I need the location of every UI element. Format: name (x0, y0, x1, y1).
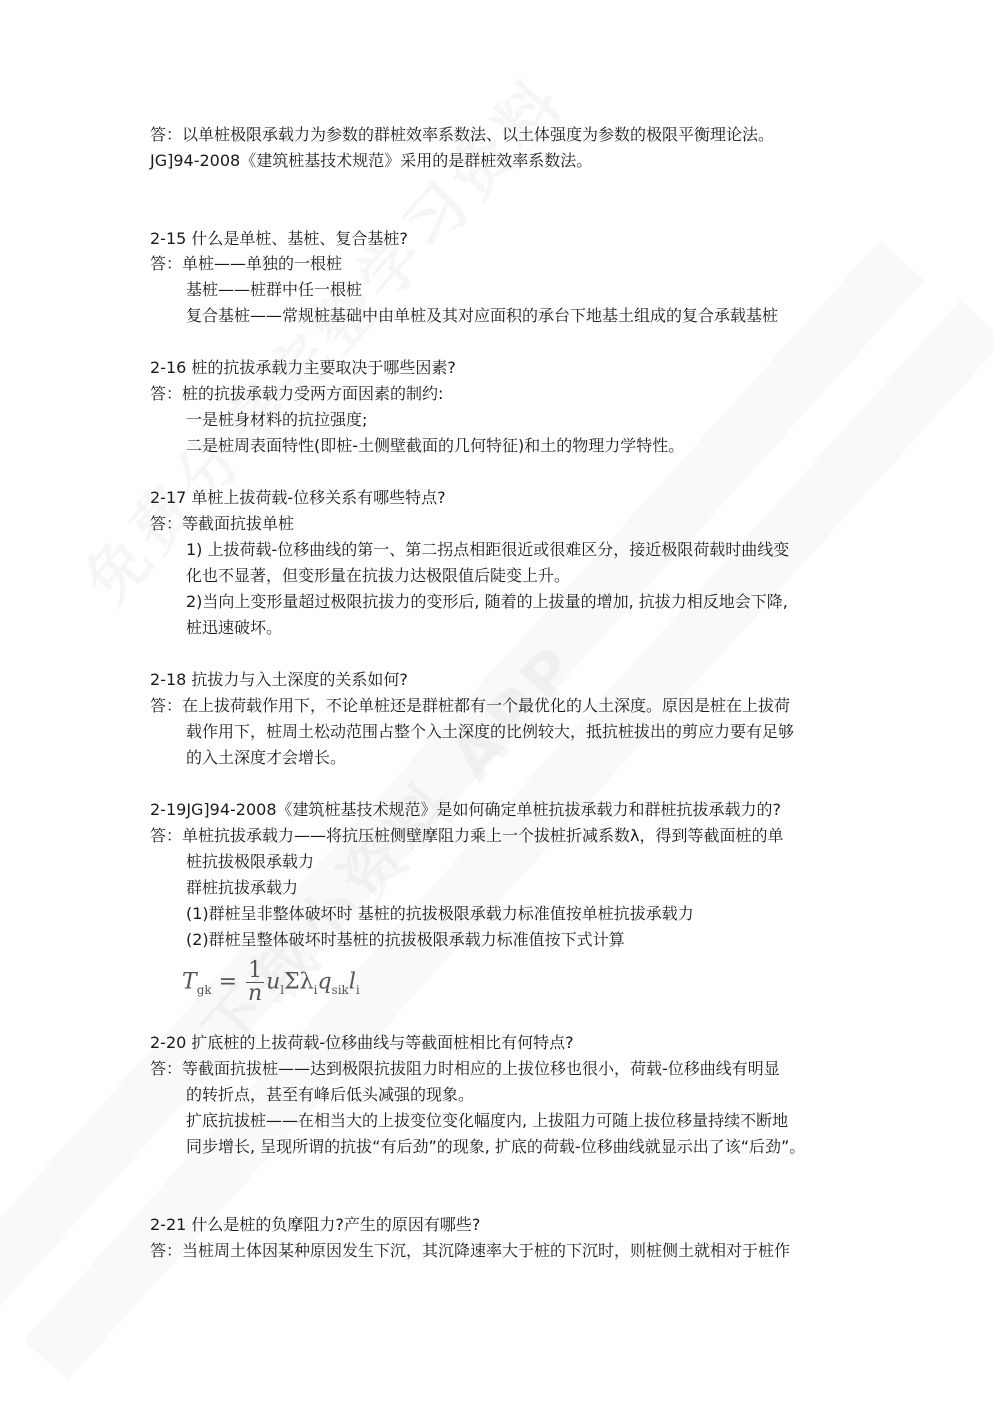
text-line: 复合基桩——常规桩基础中由单桩及其对应面积的承台下地基土组成的复合承载基桩 (186, 306, 779, 325)
text-line: 答：当桩周土体因某种原因发生下沉，其沉降速率大于桩的下沉时，则桩侧土就相对于桩作 (150, 1241, 791, 1260)
text-line: 答：等截面抗拔桩——达到极限抗拔阻力时相应的上拔位移也很小，荷载-位移曲线有明显 (150, 1059, 780, 1078)
text-line: 答：桩的抗拔承载力受两方面因素的制约: (150, 384, 444, 403)
text-line: 载作用下，桩周土松动范围占整个入土深度的比例较大，抵抗桩拔出的剪应力要有足够 (186, 722, 795, 741)
text-line: 2-17 单桩上拔荷载-位移关系有哪些特点? (150, 488, 446, 507)
text-line: 二是桩周表面特性(即桩-土侧壁截面的几何特征)和土的物理力学特性。 (186, 436, 685, 455)
text-line: 扩底抗拔桩——在相当大的上拔变位变化幅度内, 上拔阻力可随上拔位移量持续不断地 (186, 1111, 789, 1130)
formula-symbol: u (266, 969, 281, 995)
text-line: 2-18 抗拔力与入土深度的关系如何? (150, 670, 408, 689)
text-line: 2-21 什么是桩的负摩阻力?产生的原因有哪些? (150, 1215, 481, 1234)
text-line: 答：单桩抗拔承载力——将抗压桩侧壁摩阻力乘上一个拔桩折减系数λ，得到等截面桩的单 (150, 826, 784, 845)
formula-denominator: n (247, 981, 263, 1006)
text-line: (2)群桩呈整体破坏时基桩的抗拔极限承载力标准值按下式计算 (186, 930, 625, 949)
text-line: 答：以单桩极限承载力为参数的群桩效率系数法、以土体强度为参数的极限平衡理论法。 (150, 125, 775, 144)
text-line: 一是桩身材料的抗拉强度; (186, 410, 368, 429)
formula-subscript: i (355, 982, 360, 997)
formula-numerator: 1 (248, 958, 263, 983)
text-line: 桩迅速破坏。 (186, 618, 283, 637)
text-line: 2)当向上变形量超过极限抗拔力的变形后, 随着的上拔量的增加, 抗拔力相反地会下降, (186, 592, 788, 611)
formula-tgk (182, 960, 360, 1005)
text-line: 2-16 桩的抗拔承载力主要取决于哪些因素? (150, 358, 456, 377)
text-line: 化也不显著，但变形量在抗拔力达极限值后陡变上升。 (186, 566, 571, 585)
formula-subscript: gk (196, 982, 212, 997)
text-line: 群桩抗拔承载力 (186, 878, 299, 897)
formula-symbol: l (348, 969, 356, 995)
text-line: 答：单桩——单独的一根桩 (150, 254, 343, 273)
text-line: 1) 上拔荷载-位移曲线的第一、第二拐点相距很近或很难区分，接近极限荷载时曲线变 (186, 540, 790, 559)
text-line: 答：等截面抗拔单桩 (150, 514, 295, 533)
text-line: (1)群桩呈非整体破坏时 基桩的抗拔极限承载力标准值按单桩抗拔承载力 (186, 904, 694, 923)
text-line: 基桩——桩群中任一根桩 (186, 280, 363, 299)
text-line: 答：在上拔荷载作用下，不论单桩还是群桩都有一个最优化的人土深度。原因是桩在上拔荷 (150, 696, 791, 715)
text-line: 2-20 扩底桩的上拔荷载-位移曲线与等截面桩相比有何特点? (150, 1033, 574, 1052)
text-line: 同步增长, 呈现所谓的抗拔“有后劲”的现象, 扩底的荷载-位移曲线就显示出了该“后劲”。 (186, 1137, 806, 1156)
formula-subscript: sik (331, 982, 349, 997)
formula-sum: Σλ (284, 969, 314, 995)
formula-subscript: i (313, 982, 318, 997)
text-line: 2-15 什么是单桩、基桩、复合基桩? (150, 229, 408, 248)
text-line: 的转折点，甚至有峰后低头减强的现象。 (186, 1085, 475, 1104)
text-line: 2-19JG]94-2008《建筑桩基技术规范》是如何确定单桩抗拔承载力和群桩抗拔承载力的? (150, 800, 782, 819)
text-line: JG]94-2008《建筑桩基技术规范》采用的是群桩效率系数法。 (150, 151, 593, 170)
formula-subscript: l (280, 982, 285, 997)
formula-symbol: T (182, 969, 197, 995)
text-line: 的入土深度才会增长。 (186, 748, 347, 767)
formula-equals: = (218, 969, 238, 995)
text-line: 桩抗拔极限承载力 (186, 852, 315, 871)
formula-symbol: q (317, 969, 332, 995)
formula-fraction (246, 960, 264, 1005)
